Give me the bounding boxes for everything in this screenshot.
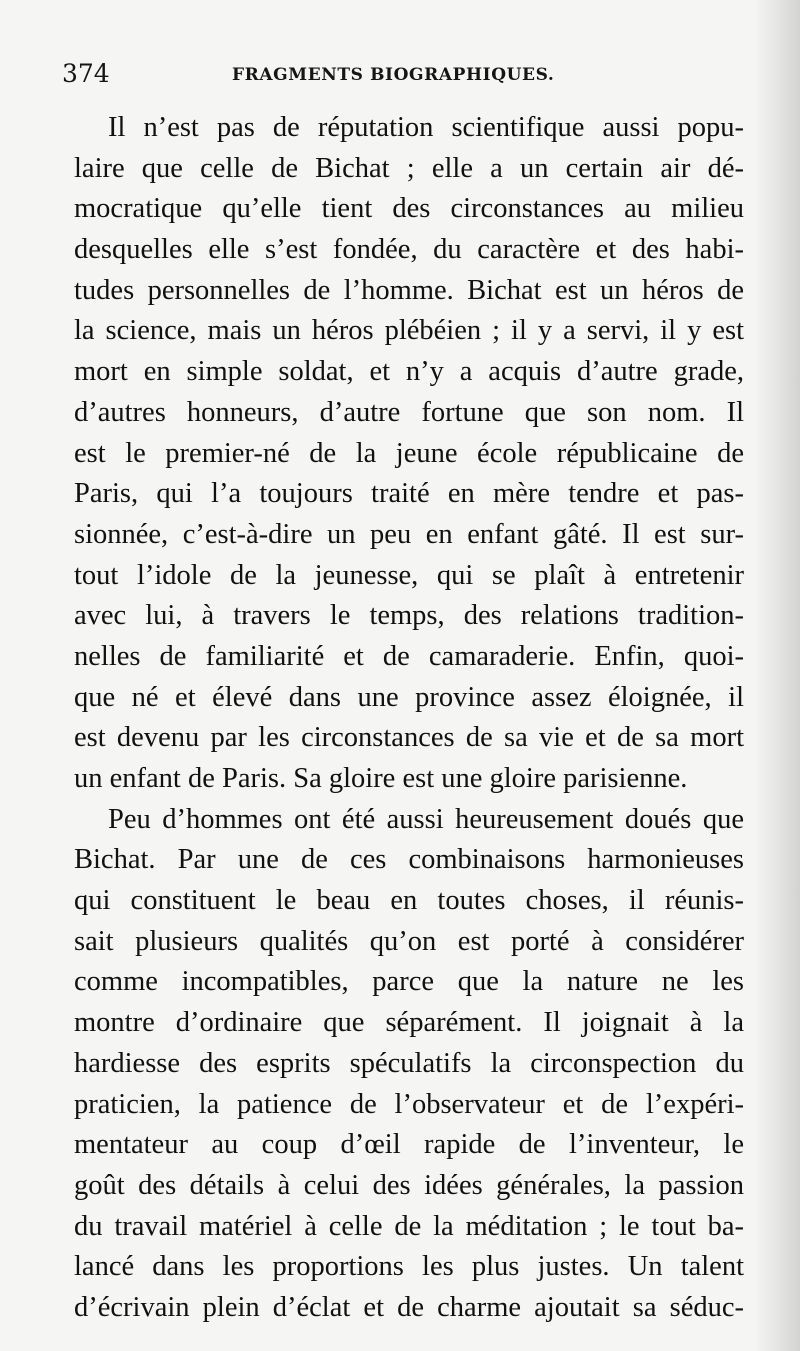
text-line: mentateur au coup d’œil rapide de l’inventeur, le	[74, 1129, 744, 1161]
text-line: avec lui, à travers le temps, des relations tradition-	[74, 600, 744, 632]
text-line: mort en simple soldat, et n’y a acquis d’autre grade,	[74, 356, 744, 388]
text-line: un enfant de Paris. Sa gloire est une gloire parisienne.	[74, 763, 688, 794]
text-line: nelles de familiarité et de camaraderie. Enfin, quoi-	[74, 640, 744, 672]
text-line: est le premier-né de la jeune école républicaine de	[74, 437, 744, 469]
body-text	[74, 108, 744, 1329]
page-number: 374	[62, 59, 110, 88]
text-line: lancé dans les proportions les plus justes. Un talent	[74, 1251, 744, 1283]
text-line: d’écrivain plein d’éclat et de charme ajoutait sa séduc-	[74, 1291, 744, 1323]
text-line: Il n’est pas de réputation scientifique aussi popu-	[108, 112, 744, 143]
text-line: goût des détails à celui des idées générales, la passion	[74, 1169, 744, 1201]
text-line: d’autres honneurs, d’autre fortune que son nom. Il	[74, 396, 744, 428]
text-line: laire que celle de Bichat ; elle a un certain air dé-	[74, 152, 744, 184]
text-line: hardiesse des esprits spéculatifs la circonspection du	[74, 1047, 744, 1079]
text-line: comme incompatibles, parce que la nature ne les	[74, 966, 744, 998]
running-head: FRAGMENTS BIOGRAPHIQUES.	[232, 65, 555, 85]
text-line: desquelles elle s’est fondée, du caractère et des habi-	[74, 234, 744, 266]
text-line: tudes personnelles de l’homme. Bichat est un héros de	[74, 274, 744, 306]
text-line: montre d’ordinaire que séparément. Il joignait à la	[74, 1007, 744, 1039]
page-edge-shadow	[754, 0, 800, 1351]
text-line: sionnée, c’est-à-dire un peu en enfant gâté. Il est sur-	[74, 518, 744, 550]
text-line: Paris, qui l’a toujours traité en mère tendre et pas-	[74, 478, 744, 510]
text-line: tout l’idole de la jeunesse, qui se plaît à entretenir	[74, 559, 744, 591]
text-line: praticien, la patience de l’observateur et de l’expéri-	[74, 1088, 744, 1120]
text-line: la science, mais un héros plébéien ; il y a servi, il y est	[74, 315, 744, 347]
text-line: mocratique qu’elle tient des circonstances au milieu	[74, 193, 744, 225]
text-line: que né et élevé dans une province assez éloignée, il	[74, 681, 744, 713]
text-line: Peu d’hommes ont été aussi heureusement doués que	[108, 803, 744, 835]
text-line: est devenu par les circonstances de sa vie et de sa mort	[74, 722, 744, 754]
text-line: sait plusieurs qualités qu’on est porté à considérer	[74, 925, 744, 957]
text-line: qui constituent le beau en toutes choses, il réunis-	[74, 885, 744, 917]
text-line: Bichat. Par une de ces combinaisons harmonieuses	[74, 844, 744, 876]
text-line: du travail matériel à celle de la méditation ; le tout ba-	[74, 1210, 744, 1242]
page-header	[62, 56, 722, 96]
